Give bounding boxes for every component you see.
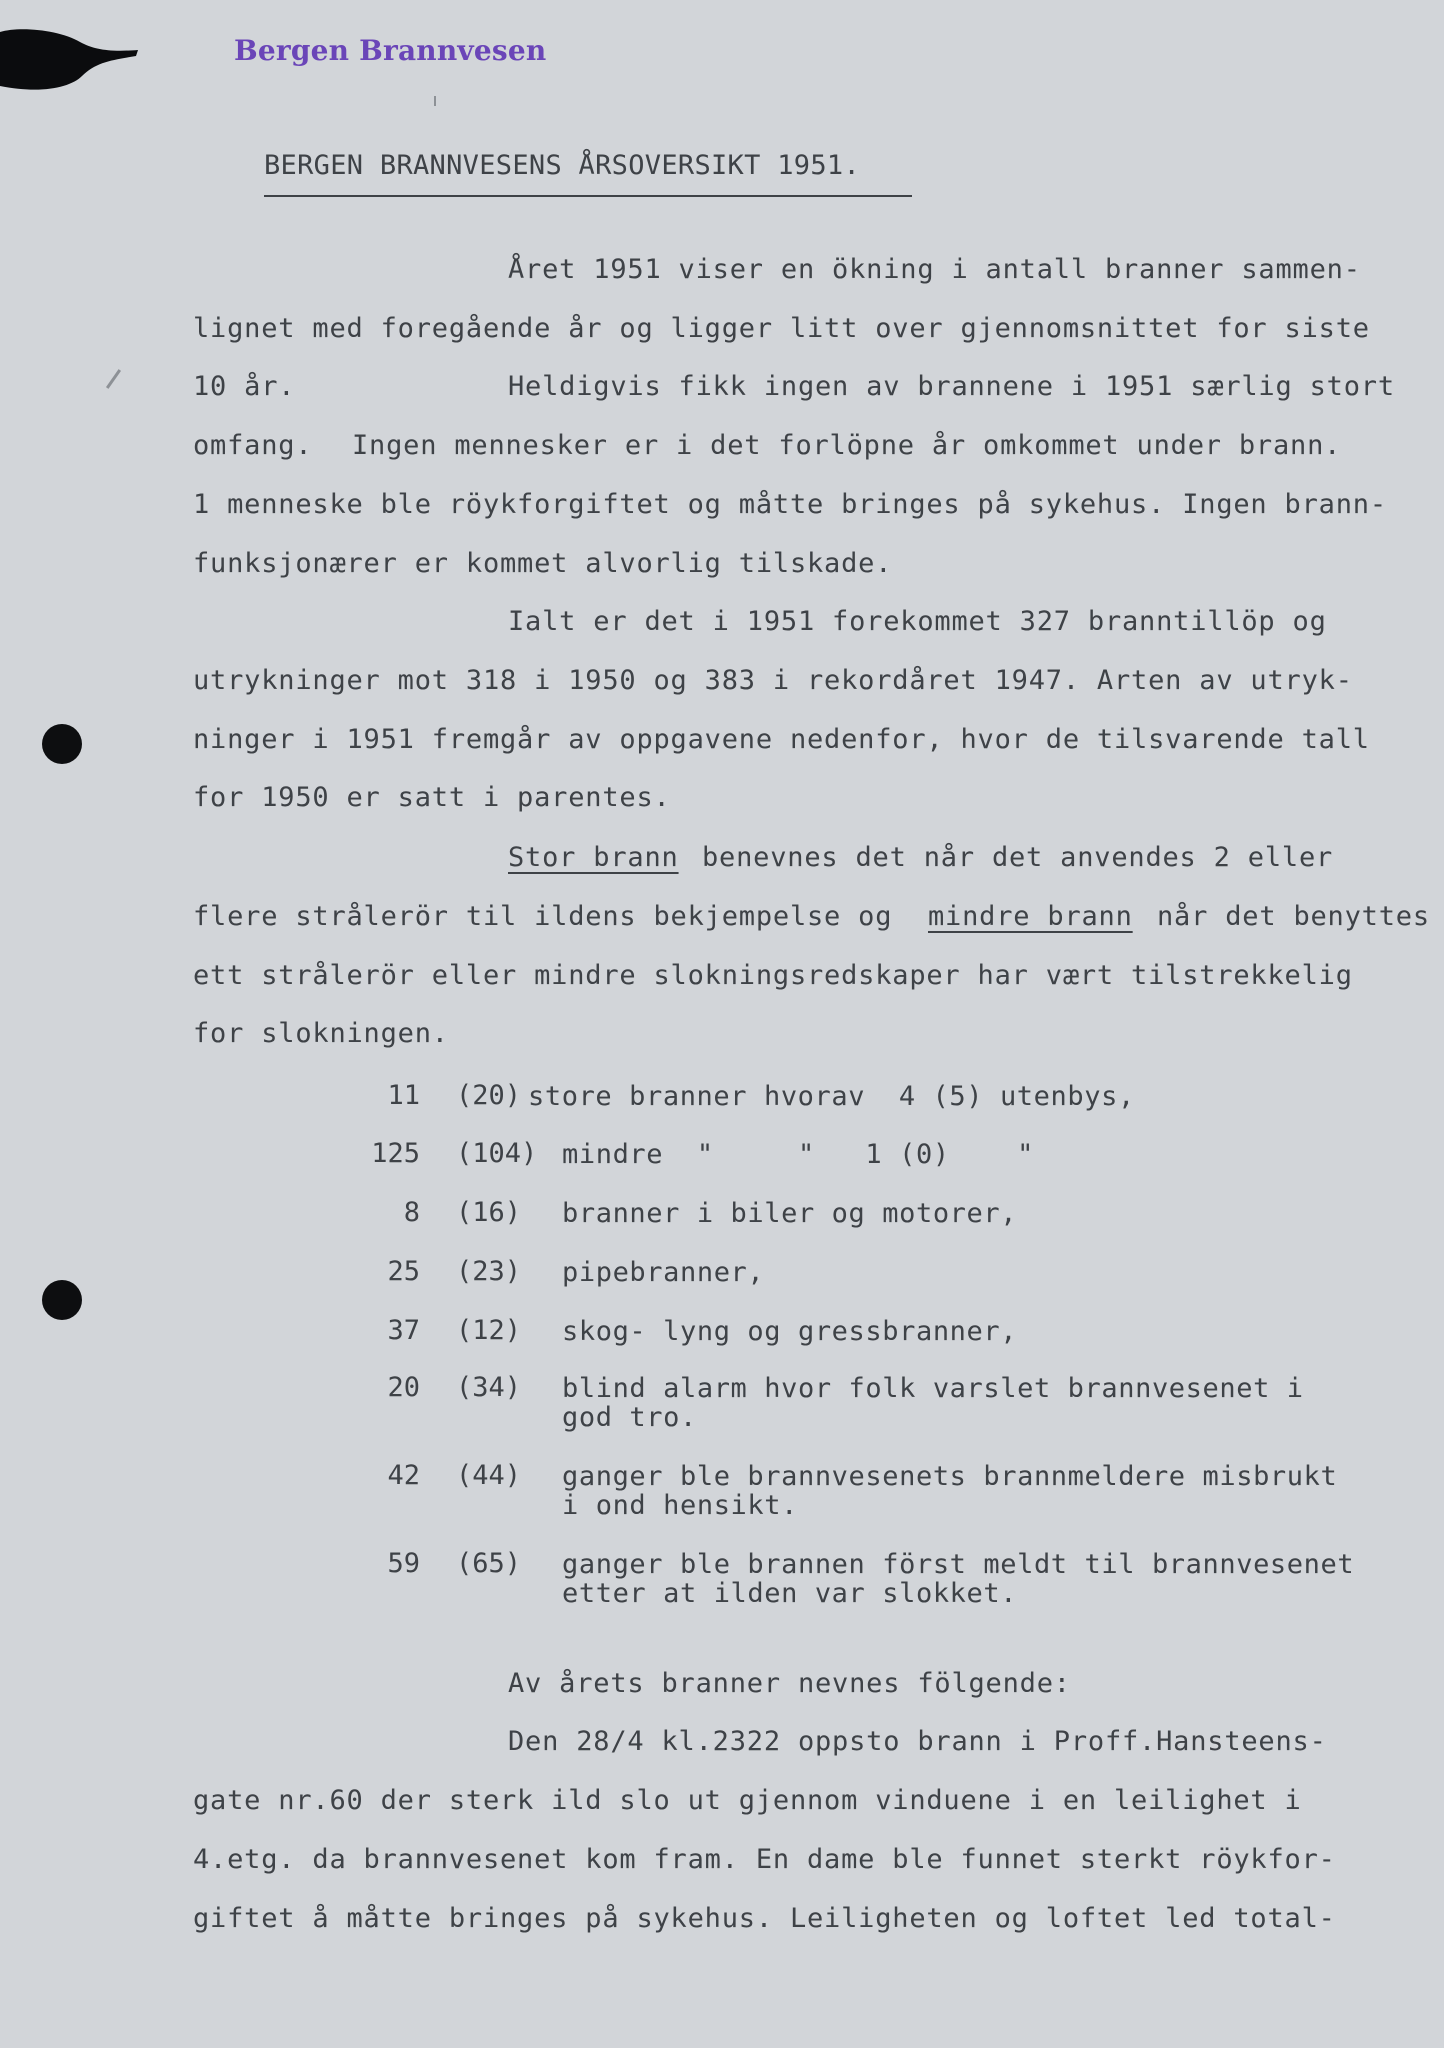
stat-description: ganger ble brannvesenets brannmeldere misbrukt i ond hensikt. xyxy=(562,1461,1338,1521)
paragraph-line: Ingen mennesker er i det forlöpne år omkommet under brann. xyxy=(352,430,1342,461)
stat-description: mindre " " 1 (0) " xyxy=(562,1139,1034,1170)
paragraph-line: ett strålerör eller mindre slokningsredskaper har vært tilstrekkelig xyxy=(193,960,1353,991)
paragraph-line: Året 1951 viser en ökning i antall branner sammen- xyxy=(508,254,1361,285)
margin-tick-mark xyxy=(434,96,436,106)
paragraph-line: Ialt er det i 1951 forekommet 327 branntillöp og xyxy=(508,606,1327,637)
term-stor-brann: Stor brann xyxy=(508,842,679,873)
stat-previous-year: (20) xyxy=(456,1080,522,1111)
stat-count: 125 xyxy=(371,1138,420,1169)
paragraph-line: 10 år. xyxy=(193,371,296,402)
stat-previous-year: (65) xyxy=(456,1548,522,1579)
paragraph-line: funksjonærer er kommet alvorlig tilskade. xyxy=(193,548,893,579)
section-intro: Av årets branner nevnes fölgende: xyxy=(508,1668,1071,1699)
stat-count: 11 xyxy=(387,1080,420,1111)
paragraph-line: gate nr.60 der sterk ild slo ut gjennom vinduene i en leilighet i xyxy=(193,1785,1302,1816)
paragraph-line: flere strålerör til ildens bekjempelse og xyxy=(193,901,893,932)
paragraph-line: omfang. xyxy=(193,430,313,461)
paragraph-line: for 1950 er satt i parentes. xyxy=(193,782,671,813)
stat-count: 37 xyxy=(387,1315,420,1346)
paragraph-line: giftet å måtte bringes på sykehus. Leiligheten og loftet led total- xyxy=(193,1903,1336,1934)
paragraph-line: 1 menneske ble röykforgiftet og måtte bringes på sykehus. Ingen brann- xyxy=(193,489,1387,520)
stat-description: pipebranner, xyxy=(562,1257,765,1288)
document-title: BERGEN BRANNVESENS ÅRSOVERSIKT 1951. xyxy=(264,150,912,197)
stat-previous-year: (12) xyxy=(456,1315,522,1346)
term-mindre-brann: mindre brann xyxy=(928,901,1133,932)
stat-description: store branner hvorav 4 (5) utenbys, xyxy=(528,1081,1135,1112)
stat-description: ganger ble brannen först meldt til brannvesenet etter at ilden var slokket. xyxy=(562,1549,1355,1609)
paragraph-line: Heldigvis fikk ingen av brannene i 1951 særlig stort xyxy=(508,371,1395,402)
ink-blot-mark xyxy=(0,24,140,94)
paragraph-line: utrykninger mot 318 i 1950 og 383 i rekordåret 1947. Arten av utryk- xyxy=(193,665,1353,696)
stat-description: blind alarm hvor folk varslet brannvesenet i god tro. xyxy=(562,1373,1304,1433)
margin-tick-mark xyxy=(106,369,121,389)
paragraph-line: for slokningen. xyxy=(193,1018,449,1049)
stat-previous-year: (23) xyxy=(456,1256,522,1287)
stat-previous-year: (44) xyxy=(456,1460,522,1491)
paragraph-line: når det benyttes xyxy=(1157,901,1430,932)
stat-previous-year: (34) xyxy=(456,1372,522,1403)
paragraph-line: ninger i 1951 fremgår av oppgavene nedenfor, hvor de tilsvarende tall xyxy=(193,724,1370,755)
paragraph-line: Den 28/4 kl.2322 oppsto brann i Proff.Hansteens- xyxy=(508,1726,1327,1757)
paragraph-line: 4.etg. da brannvesenet kom fram. En dame ble funnet sterkt röykfor- xyxy=(193,1844,1336,1875)
punch-hole xyxy=(42,1280,82,1320)
stat-count: 20 xyxy=(387,1372,420,1403)
stat-previous-year: (16) xyxy=(456,1197,522,1228)
stat-description: branner i biler og motorer, xyxy=(562,1198,1018,1229)
paragraph-line: lignet med foregående år og ligger litt over gjennomsnittet for siste xyxy=(193,313,1370,344)
stat-count: 59 xyxy=(387,1548,420,1579)
stat-count: 8 xyxy=(403,1197,420,1228)
stamp-bergen-brannvesen: Bergen Brannvesen xyxy=(234,34,547,67)
stat-description: skog- lyng og gressbranner, xyxy=(562,1316,1018,1347)
paragraph-line: benevnes det når det anvendes 2 eller xyxy=(702,842,1334,873)
stat-count: 25 xyxy=(387,1256,420,1287)
stat-count: 42 xyxy=(387,1460,420,1491)
stat-previous-year: (104) xyxy=(456,1138,538,1169)
punch-hole xyxy=(42,724,82,764)
